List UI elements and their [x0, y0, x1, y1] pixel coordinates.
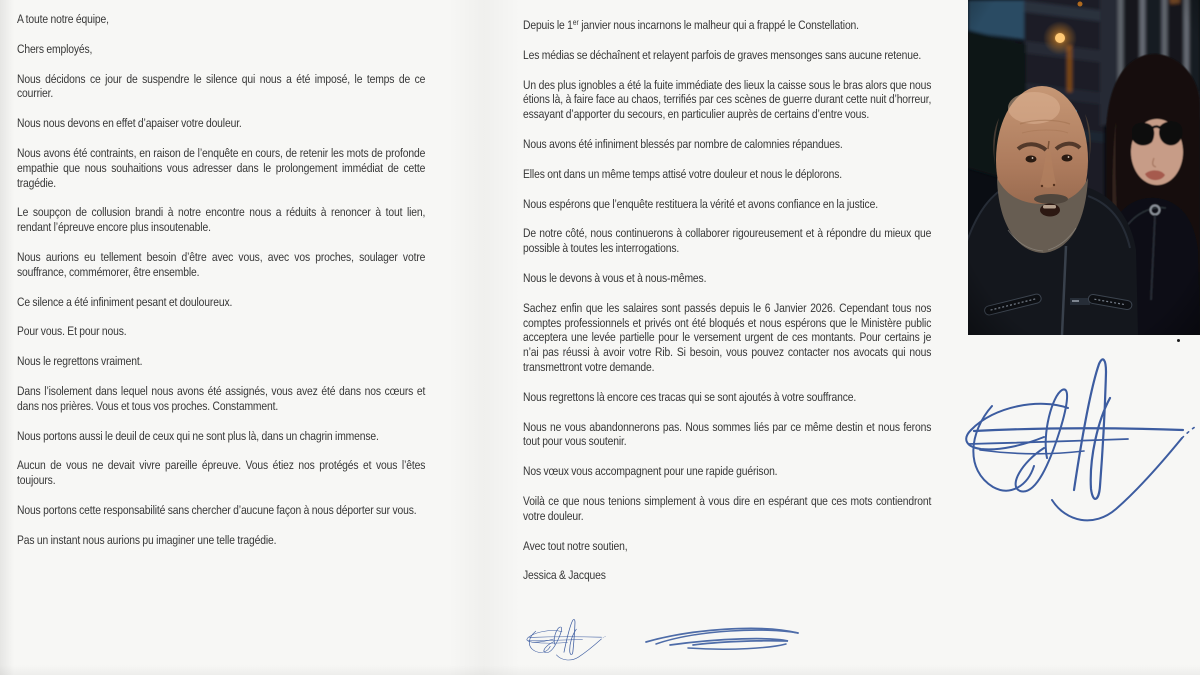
scan-ink-dot [1177, 339, 1180, 342]
date-rest: janvier nous incarnons le malheur qui a frappé le Constellation. [578, 18, 859, 32]
signature-jessica-elongated [636, 620, 811, 658]
letter-paragraph: Nous avons été contraints, en raison de l’enquête en cours, de retenir les mots de profonde empathie que nous souhaitions vous adresser dans le prolongement immédiat de cette tragédie. [17, 145, 426, 190]
letter-paragraph: Nous le devons à vous et à nous-mêmes. [523, 270, 707, 285]
letter-column-left [17, 0, 425, 563]
signature-jacques-small [522, 614, 608, 672]
scan-edge-shadow [0, 0, 14, 675]
letter-paragraph-date [523, 16, 931, 33]
letter-paragraph: Sachez enfin que les salaires sont passés depuis le 6 Janvier 2026. Cependant tous nos comptes professionnels et privés ont été bloqués et nous espérons que le Ministère public acceptera une levée partielle pour le versement urgent de ces montants. Pour certains je n’ai pas réussi à avoir votre Rib. Si besoin, vous pouvez contacter nos avocats qui nous transmettront votre demande. [523, 300, 932, 374]
photo-vignette [968, 0, 1200, 335]
letter-paragraph: Pour vous. Et pour nous. [17, 324, 127, 339]
letter-paragraph: De notre côté, nous continuerons à collaborer rigoureusement et à répondre du mieux que possible à toutes les interrogations. [523, 226, 932, 256]
letter-paragraph: Nous décidons ce jour de suspendre le silence qui nous a été imposé, le temps de ce courrier. [17, 71, 426, 101]
salutation-employees: Chers employés, [17, 41, 93, 56]
paper-fold-shadow [448, 0, 520, 675]
letter-paragraph: Dans l’isolement dans lequel nous avons été assignés, vous avez été dans nos cœurs et dans nos prières. Vous et tous vos proches. Constamment. [17, 383, 426, 413]
letter-paragraph: Nous le regrettons vraiment. [17, 354, 143, 369]
letter-paragraph: Nous portons cette responsabilité sans chercher d’aucune façon à nous déporter sur vous. [17, 502, 417, 517]
letter-paragraph: Nous avons été infiniment blessés par nombre de calomnies répandues. [523, 136, 843, 151]
letter-paragraph: Le soupçon de collusion brandi à notre encontre nous a réduits à renoncer à tout lien, rendant l’épreuve encore plus insoutenable. [17, 205, 426, 235]
date-prefix: Depuis le 1 [523, 18, 573, 32]
letter-paragraph: Voilà ce que nous tenions simplement à vous dire en espérant que ces mots contiendront votre douleur. [523, 493, 932, 523]
letter-paragraph: Elles ont dans un même temps attisé votre douleur et nous le déplorons. [523, 166, 843, 181]
letter-paragraph: Ce silence a été infiniment pesant et douloureux. [17, 294, 233, 309]
letter-paragraph: Nous aurions eu tellement besoin d’être avec vous, avec vos proches, soulager votre souffrance, commémorer, être ensemble. [17, 249, 426, 279]
letter-paragraph: Les médias se déchaînent et relayent parfois de graves mensonges sans aucune retenue. [523, 47, 922, 62]
signature-large-blue [952, 338, 1200, 568]
letter-paragraph: Nous regrettons là encore ces tracas qui se sont ajoutés à votre souffrance. [523, 389, 857, 404]
ordinal-superscript: er [572, 18, 579, 27]
salutation-team: A toute notre équipe, [17, 12, 109, 26]
letter-paragraph: Nos vœux vous accompagnent pour une rapide guérison. [523, 464, 778, 479]
closing-line: Avec tout notre soutien, [523, 538, 628, 553]
letter-paragraph: Nous nous devons en effet d’apaiser votre douleur. [17, 116, 242, 131]
letter-paragraph: Nous espérons que l’enquête restituera la vérité et avons confiance en la justice. [523, 196, 878, 211]
signatories-names: Jessica & Jacques [523, 568, 606, 583]
letter-paragraph: Pas un instant nous aurions pu imaginer une telle tragédie. [17, 532, 277, 547]
photo-couple-night [968, 0, 1200, 335]
letter-paragraph: Un des plus ignobles a été la fuite immédiate des lieux la caisse sous le bras alors que nous étions là, à faire face au chaos, terrifiés par ces scènes de guerre durant cette nuit d’horreur, essayant d’apporter du secours, en particulier auprès de certains d’entre vous. [523, 77, 932, 122]
letter-column-right [523, 0, 931, 598]
letter-paragraph: Nous portons aussi le deuil de ceux qui ne sont plus là, dans un chagrin immense. [17, 428, 379, 443]
letter-paragraph: Aucun de vous ne devait vivre pareille épreuve. Vous étiez nos protégés et vous l’êtes toujours. [17, 458, 426, 488]
letter-paragraph: Nous ne vous abandonnerons pas. Nous sommes liés par ce même destin et nous ferons tout pour vous soutenir. [523, 419, 932, 449]
